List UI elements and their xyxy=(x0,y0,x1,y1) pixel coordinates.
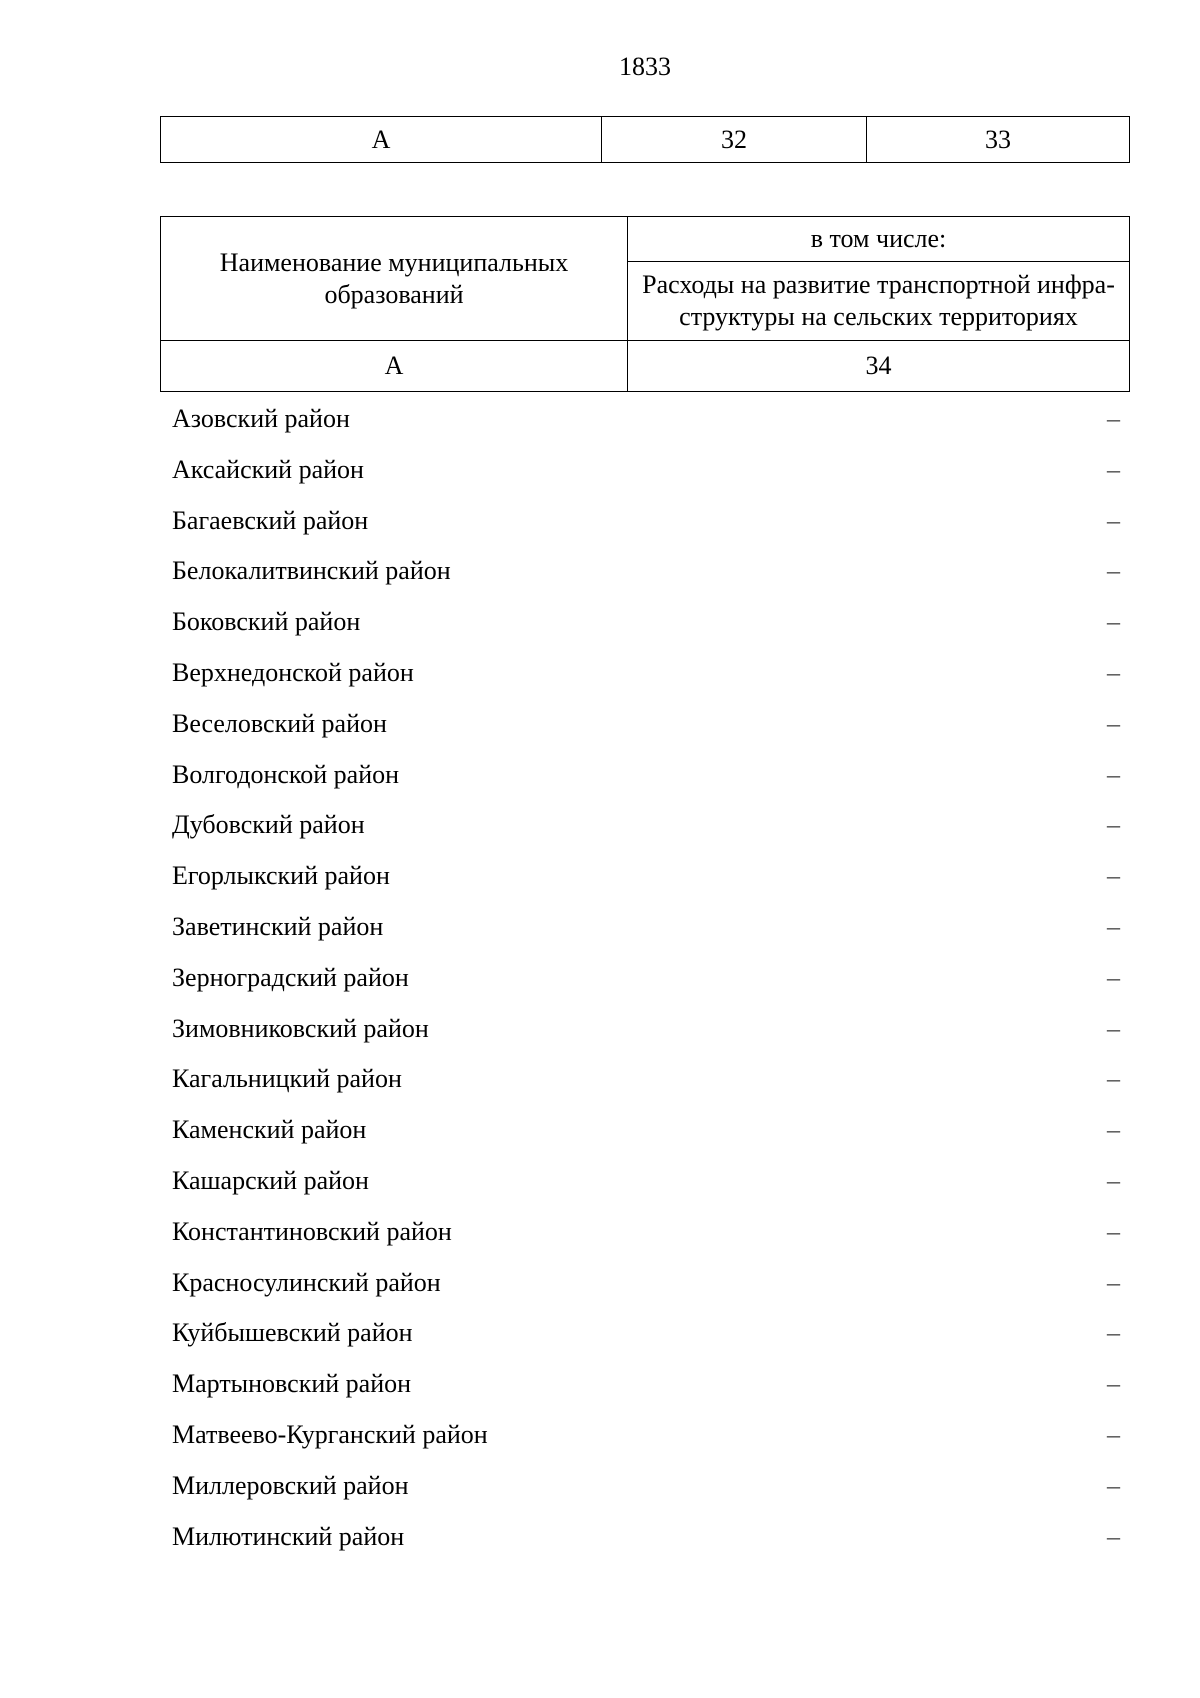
municipality-name: Белокалитвинский район xyxy=(172,556,451,586)
municipality-name: Дубовский район xyxy=(172,810,365,840)
municipality-name: Кагальницкий район xyxy=(172,1064,402,1094)
table-row xyxy=(172,699,1120,750)
index-34-cell: 34 xyxy=(628,341,1130,392)
column-a-header: А xyxy=(161,117,602,163)
table-row xyxy=(172,546,1120,597)
table-row xyxy=(172,648,1120,699)
municipality-name: Константиновский район xyxy=(172,1216,452,1246)
expense-value: – xyxy=(1107,708,1120,738)
municipality-name: Кашарский район xyxy=(172,1165,369,1195)
municipality-rows xyxy=(172,394,1120,1562)
municipality-name: Матвеево-Курганский район xyxy=(172,1419,488,1449)
expense-value: – xyxy=(1107,454,1120,484)
table-row xyxy=(172,1512,1120,1563)
expense-value: – xyxy=(1107,1165,1120,1195)
expense-value: – xyxy=(1107,404,1120,433)
expense-value: – xyxy=(1107,1013,1120,1043)
expense-value: – xyxy=(1107,657,1120,687)
municipality-name: Волгодонской район xyxy=(172,759,400,789)
municipality-name: Мартыновский район xyxy=(172,1369,412,1399)
municipality-name: Красносулинский район xyxy=(172,1267,441,1297)
table-row xyxy=(172,1156,1120,1207)
table-row xyxy=(172,1004,1120,1055)
expense-value: – xyxy=(1107,607,1120,637)
transport-infrastructure-expense-header: Расходы на развитие транспортной инфра-структуры на сельских территориях xyxy=(628,262,1130,341)
municipality-name: Багаевский район xyxy=(172,505,369,535)
page-number: 1833 xyxy=(619,52,671,81)
expense-value: – xyxy=(1107,556,1120,586)
expense-value: – xyxy=(1107,1419,1120,1449)
expense-value: – xyxy=(1107,1115,1120,1145)
table-row xyxy=(172,1410,1120,1461)
expense-value: – xyxy=(1107,1267,1120,1297)
table-row xyxy=(172,750,1120,801)
expense-value: – xyxy=(1107,1369,1120,1399)
main-header-table xyxy=(160,216,1130,392)
table-row xyxy=(172,445,1120,496)
expense-value: – xyxy=(1107,861,1120,891)
table-row xyxy=(172,597,1120,648)
table-row xyxy=(172,800,1120,851)
expense-value: – xyxy=(1107,1216,1120,1246)
municipality-name: Зерноградский район xyxy=(172,962,409,992)
table-row xyxy=(172,1258,1120,1309)
index-a-cell: А xyxy=(161,341,628,392)
municipality-name-header: Наименование муниципальных образований xyxy=(161,217,628,341)
expense-value: – xyxy=(1107,759,1120,789)
expense-value: – xyxy=(1107,505,1120,535)
expense-value: – xyxy=(1107,1064,1120,1094)
table-row xyxy=(172,1359,1120,1410)
table-row xyxy=(172,1308,1120,1359)
expense-value: – xyxy=(1107,1470,1120,1500)
expense-value: – xyxy=(1107,1521,1120,1551)
municipality-name: Азовский район xyxy=(172,404,350,433)
municipality-name: Верхнедонской район xyxy=(172,657,414,687)
continuation-header-table xyxy=(160,116,1130,163)
table-row xyxy=(172,394,1120,445)
table-row xyxy=(172,902,1120,953)
municipality-name: Заветинский район xyxy=(172,911,384,941)
municipality-name: Милютинский район xyxy=(172,1521,405,1551)
table-row xyxy=(172,851,1120,902)
municipality-name: Веселовский район xyxy=(172,708,387,738)
municipality-name: Миллеровский район xyxy=(172,1470,409,1500)
municipality-name: Егорлыкский район xyxy=(172,861,390,891)
table-row xyxy=(172,1054,1120,1105)
municipality-name: Аксайский район xyxy=(172,454,364,484)
expense-value: – xyxy=(1107,911,1120,941)
municipality-name: Куйбышевский район xyxy=(172,1318,413,1348)
table-row xyxy=(172,1207,1120,1258)
municipality-name: Каменский район xyxy=(172,1115,367,1145)
municipality-name: Боковский район xyxy=(172,607,361,637)
table-row xyxy=(172,496,1120,547)
expense-value: – xyxy=(1107,1318,1120,1348)
table-row xyxy=(172,1105,1120,1156)
table-row xyxy=(172,1461,1120,1512)
including-group-header: в том числе: xyxy=(628,217,1130,262)
municipality-name: Зимовниковский район xyxy=(172,1013,429,1043)
column-32-header: 32 xyxy=(602,117,867,163)
table-row xyxy=(172,953,1120,1004)
column-33-header: 33 xyxy=(867,117,1130,163)
expense-value: – xyxy=(1107,810,1120,840)
expense-value: – xyxy=(1107,962,1120,992)
